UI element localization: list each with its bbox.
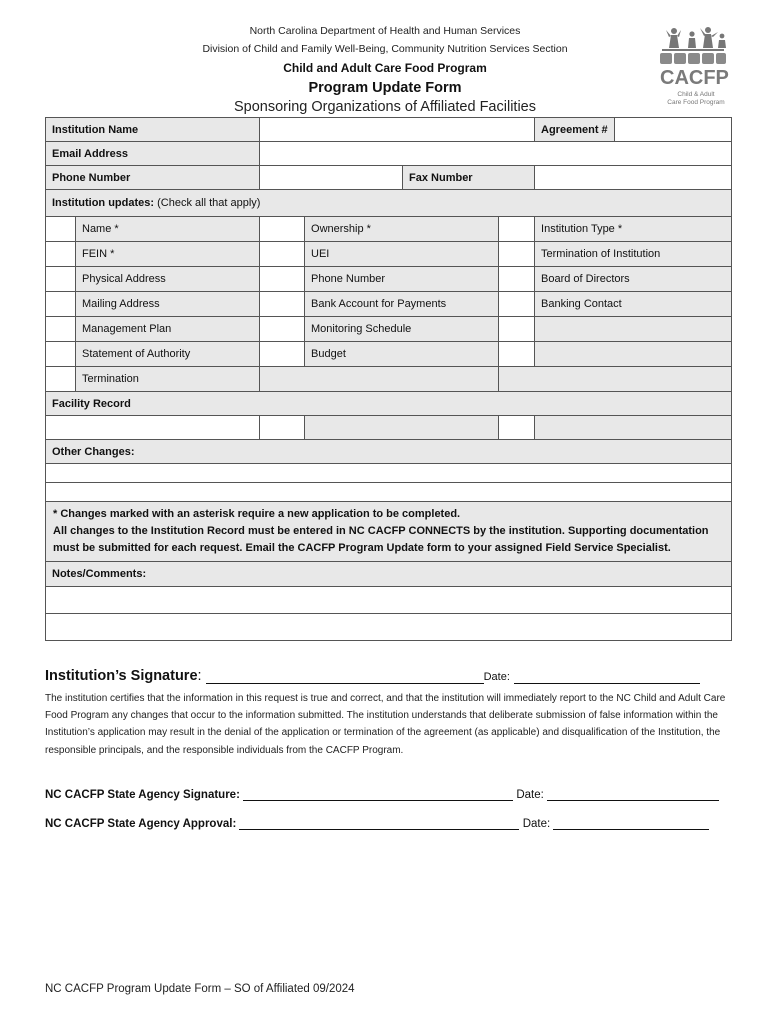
update-row <box>46 367 732 392</box>
cacfp-logo <box>652 26 732 112</box>
phone-label: Phone Number <box>46 166 260 190</box>
update-row <box>46 217 732 242</box>
agency-signature-date-label: Date: <box>516 789 544 801</box>
institution-signature-field[interactable] <box>206 683 484 684</box>
updates-heading-row <box>46 190 732 217</box>
cacfp-logo-graphic <box>652 26 732 112</box>
notes-line <box>46 587 732 614</box>
checkbox-budget[interactable] <box>260 342 305 367</box>
notes-label: Notes/Comments: <box>46 562 732 587</box>
update-option-empty <box>499 367 732 392</box>
update-row <box>46 267 732 292</box>
connects-note: All changes to the Institution Record must be entered in NC CACFP CONNECTS by the institution. Supporting documentation must be submitted for each request. Email the CACFP Program Update form to your assigned Field Service Specialist. <box>53 525 709 554</box>
update-row <box>46 242 732 267</box>
update-option: Statement of Authority <box>76 342 260 367</box>
update-option: Termination <box>76 367 260 392</box>
update-option: Ownership * <box>305 217 499 242</box>
notes-row <box>46 562 732 587</box>
checkbox-blank[interactable] <box>499 342 535 367</box>
institution-name-text: Institution Name <box>52 123 139 136</box>
update-option: Phone Number <box>305 267 499 292</box>
update-option: Termination of Institution <box>535 242 732 267</box>
update-option: Banking Contact <box>535 292 732 317</box>
agency-approval-field[interactable] <box>239 817 519 830</box>
notes-input-2[interactable] <box>46 614 732 641</box>
notes-line <box>46 614 732 641</box>
updates-heading-bold: Institution updates: <box>52 197 155 209</box>
email-row <box>46 142 732 166</box>
checkbox-banking-contact[interactable] <box>499 292 535 317</box>
agency-signature-date-field[interactable] <box>547 788 719 801</box>
notice-text <box>46 502 732 562</box>
fax-label: Fax Number <box>403 166 535 190</box>
agency-approval-line <box>45 817 709 830</box>
institution-signature-line: Institution’s Signature: Date: <box>45 668 731 684</box>
institution-date-label: Date: <box>483 671 510 683</box>
asterisk-note: * Changes marked with an asterisk require a new application to be completed. <box>53 508 461 520</box>
facility-record-input-2[interactable] <box>260 416 305 440</box>
update-row <box>46 292 732 317</box>
email-input[interactable] <box>260 142 732 166</box>
email-label: Email Address <box>46 142 260 166</box>
agency-signature-field[interactable] <box>243 788 513 801</box>
update-row <box>46 317 732 342</box>
facility-record-input-3[interactable] <box>305 416 499 440</box>
update-form-table <box>45 117 732 641</box>
notes-input-1[interactable] <box>46 587 732 614</box>
checkbox-phone-number[interactable] <box>260 267 305 292</box>
checkbox-fein[interactable] <box>46 242 76 267</box>
checkbox-uei[interactable] <box>260 242 305 267</box>
division-name: Division of Child and Family Well-Being, Community Nutrition Services Section <box>202 43 568 55</box>
other-changes-input-2[interactable] <box>46 483 732 502</box>
agreement-number-label: Agreement # <box>535 118 615 142</box>
agreement-number-input[interactable] <box>615 118 732 142</box>
form-title: Program Update Form <box>308 80 462 96</box>
form-footer: NC CACFP Program Update Form – SO of Affiliated 09/2024 <box>45 983 355 995</box>
checkbox-board-of-directors[interactable] <box>499 267 535 292</box>
facility-record-label: Facility Record <box>46 392 732 416</box>
agency-approval-label: NC CACFP State Agency Approval: <box>45 818 237 830</box>
agency-approval-date-field[interactable] <box>553 817 709 830</box>
update-option: Bank Account for Payments <box>305 292 499 317</box>
facility-record-input-row <box>46 416 732 440</box>
agency-signature-line <box>45 788 719 801</box>
logo-caption-1: Child & Adult <box>677 91 715 98</box>
update-option: Institution Type * <box>535 217 732 242</box>
form-subtitle: Sponsoring Organizations of Affiliated Facilities <box>234 99 536 115</box>
program-name: Child and Adult Care Food Program <box>283 61 487 75</box>
update-option-empty <box>535 342 732 367</box>
checkbox-management-plan[interactable] <box>46 317 76 342</box>
checkbox-bank-account[interactable] <box>260 292 305 317</box>
other-changes-line <box>46 483 732 502</box>
update-option-empty <box>535 317 732 342</box>
checkbox-monitoring-schedule[interactable] <box>260 317 305 342</box>
checkbox-mailing-address[interactable] <box>46 292 76 317</box>
facility-record-row <box>46 392 732 416</box>
checkbox-blank[interactable] <box>499 317 535 342</box>
update-option: Name * <box>76 217 260 242</box>
update-option: Mailing Address <box>76 292 260 317</box>
other-changes-row <box>46 440 732 464</box>
certification-text: The institution certifies that the information in this request is true and correct, and that the institution will immediately report to the NC Child and Adult Care Food Program any changes that occur to the information submitted. The institution understands that deliberate submission of false information within the Institution’s application may result in the denial of the application or termination of the agreement (as applicable) and disqualification of the Institution, the responsible principals, and the responsible individuals from the CACFP Program. <box>45 693 726 756</box>
checkbox-termination-of-institution[interactable] <box>499 242 535 267</box>
department-name: North Carolina Department of Health and Human Services <box>249 25 521 37</box>
update-option: Management Plan <box>76 317 260 342</box>
updates-heading <box>46 190 732 217</box>
facility-record-input-4[interactable] <box>499 416 535 440</box>
logo-caption-2: Care Food Program <box>667 99 725 106</box>
checkbox-physical-address[interactable] <box>46 267 76 292</box>
update-option: Board of Directors <box>535 267 732 292</box>
other-changes-line <box>46 464 732 483</box>
phone-row <box>46 166 732 190</box>
checkbox-statement-of-authority[interactable] <box>46 342 76 367</box>
updates-heading-rest: (Check all that apply) <box>154 197 261 209</box>
institution-name-row <box>46 118 732 142</box>
update-option: Budget <box>305 342 499 367</box>
checkbox-ownership[interactable] <box>260 217 305 242</box>
update-row <box>46 342 732 367</box>
agency-approval-date-label: Date: <box>522 818 551 830</box>
update-option-empty <box>260 367 499 392</box>
institution-name-label <box>46 118 260 142</box>
checkbox-termination[interactable] <box>46 367 76 392</box>
other-changes-input-1[interactable] <box>46 464 732 483</box>
update-option: UEI <box>305 242 499 267</box>
institution-signature-label: Institution’s Signature <box>45 668 198 684</box>
facility-record-input-1[interactable] <box>46 416 260 440</box>
other-changes-label: Other Changes: <box>46 440 732 464</box>
update-option: FEIN * <box>76 242 260 267</box>
update-option: Physical Address <box>76 267 260 292</box>
notice-row <box>46 502 732 562</box>
fax-input[interactable] <box>535 166 732 190</box>
institution-name-input[interactable] <box>260 118 535 142</box>
agency-signature-label: NC CACFP State Agency Signature: <box>45 789 240 801</box>
phone-input[interactable] <box>260 166 403 190</box>
facility-record-input-5[interactable] <box>535 416 732 440</box>
checkbox-name[interactable] <box>46 217 76 242</box>
logo-text: CACFP <box>660 67 729 89</box>
institution-date-field[interactable] <box>514 683 700 684</box>
update-option: Monitoring Schedule <box>305 317 499 342</box>
checkbox-institution-type[interactable] <box>499 217 535 242</box>
